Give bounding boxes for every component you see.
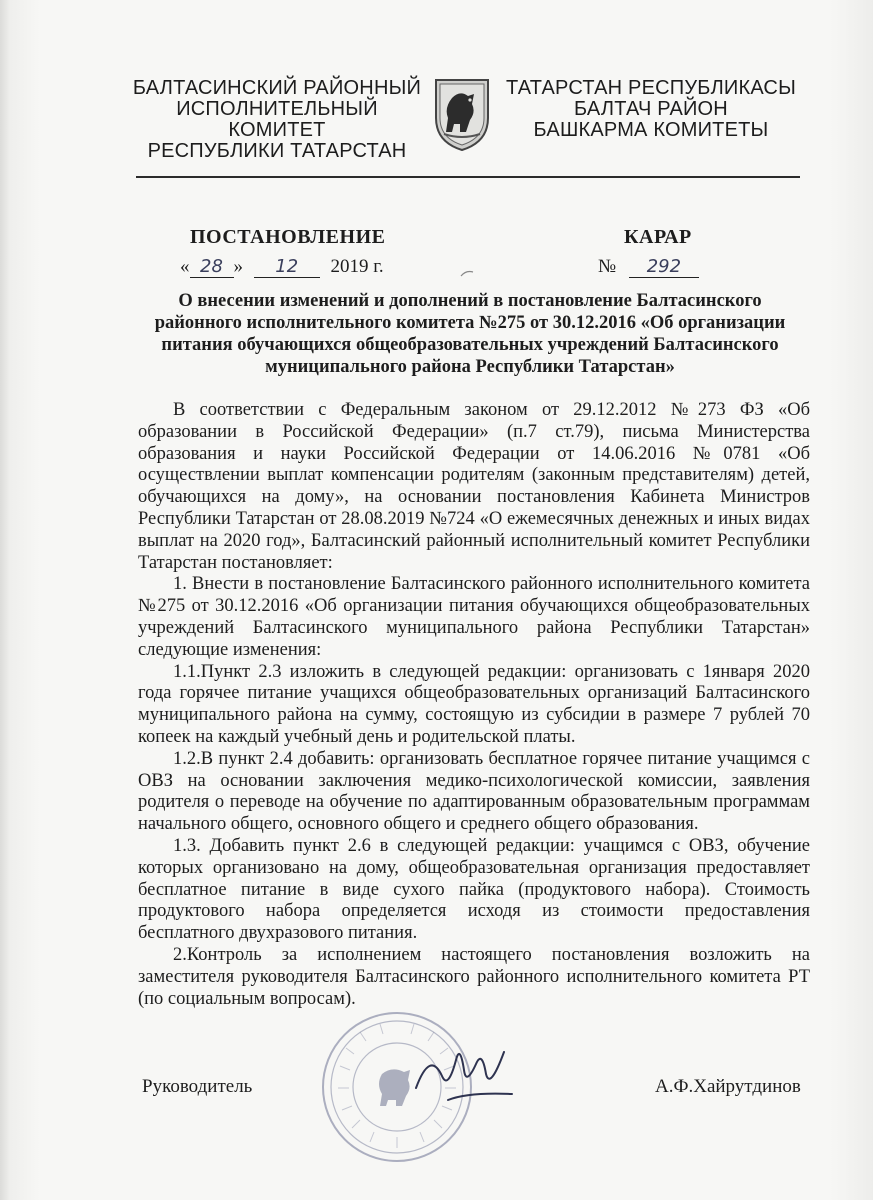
header-right-block bbox=[506, 78, 796, 141]
document-title bbox=[130, 290, 810, 378]
title-line-3: питания обучающихся общеобразовательных учреждений Балтасинского bbox=[161, 335, 779, 355]
signature-role: Руководитель bbox=[142, 1076, 253, 1097]
header-left-line-1: БАЛТАСИНСКИЙ РАЙОННЫЙ bbox=[132, 77, 422, 99]
signature-name: А.Ф.Хайрутдинов bbox=[655, 1076, 801, 1097]
header-left-line-2: ИСПОЛНИТЕЛЬНЫЙ КОМИТЕТ bbox=[176, 98, 378, 141]
paragraph-item-1-1: 1.1.Пункт 2.3 изложить в следующей редакции: организовать с 1января 2020 года горячее питание учащихся общеобразовательных организаций Балтасинского муниципального района на сумму, состоящую из субсидии в размере 7 рублей 70 копеек на каждый учебный день и родительской платы. bbox=[138, 661, 810, 747]
handwritten-signature-icon bbox=[408, 1030, 518, 1110]
paragraph-item-1-3: 1.3. Добавить пункт 2.6 в следующей редакции: учащимся с ОВЗ, обучение которых организовано на дому, общеобразовательная организация предоставляет бесплатное питание в виде сухого пайка (продуктового набора). Стоимость продуктового набора определяется исходя из стоимости предоставления бесплатного двухразового питания. bbox=[138, 835, 810, 944]
paragraph-item-1: 1. Внести в постановление Балтасинского районного исполнительного комитета №275 от 30.12.2016 «Об организации питания обучающихся общеобразовательных учреждений Балтасинского муниципального района Республики Татарстан» следующие изменения: bbox=[138, 574, 810, 660]
date-day: 28 bbox=[190, 256, 234, 278]
document-date bbox=[180, 256, 384, 278]
date-open-quote: « bbox=[180, 256, 190, 277]
title-line-2: районного исполнительного комитета №275 от 30.12.2016 «Об организации bbox=[154, 313, 786, 333]
date-close-quote: » bbox=[233, 256, 243, 277]
paragraph-preamble: В соответствии с Федеральным законом от 29.12.2012 №273 ФЗ «Об образовании в Российской Федерации» (п.7 ст.79), письма Министерства образования и науки Российской Федерации от 14.06.2016 №0781 «Об осуществлении выплат компенсации родителям (законным представителям) детей, обучающихся на дому», на основании постановления Кабинета Министров Республики Татарстан от 28.08.2019 №724 «О ежемесячных денежных и иных видах выплат на 2020 год», Балтасинский районный исполнительный комитет Республики Татарстан постановляет: bbox=[138, 400, 810, 573]
paragraph-item-2: 2.Контроль за исполнением настоящего постановления возложить на заместителя руководителя Балтасинского районного исполнительного комитета РТ (по социальным вопросам). bbox=[138, 944, 810, 1009]
date-year: 2019 г. bbox=[330, 256, 384, 277]
header-right-line-2: БАЛТАЧ РАЙОН bbox=[574, 98, 728, 120]
document-body bbox=[138, 400, 810, 1010]
header-divider bbox=[136, 176, 800, 178]
number-label: № bbox=[598, 256, 617, 277]
date-month: 12 bbox=[254, 256, 320, 278]
coat-of-arms-icon bbox=[430, 74, 494, 154]
title-line-4: муниципального района Республики Татарстан» bbox=[265, 357, 675, 377]
document-type-ru: ПОСТАНОВЛЕНИЕ bbox=[190, 226, 386, 248]
header-left-line-3: РЕСПУБЛИКИ ТАТАРСТАН bbox=[147, 140, 407, 162]
scan-mark-icon bbox=[460, 268, 474, 278]
page-edge-shadow bbox=[0, 0, 10, 1200]
number-value: 292 bbox=[629, 256, 699, 278]
document-number bbox=[598, 256, 699, 278]
header-left-block bbox=[128, 78, 426, 162]
header-right-line-1: ТАТАРСТАН РЕСПУБЛИКАСЫ bbox=[506, 77, 796, 99]
document-type-tt: КАРАР bbox=[624, 226, 692, 248]
header-right-line-3: БАШКАРМА КОМИТЕТЫ bbox=[533, 119, 769, 141]
title-line-1: О внесении изменений и дополнений в постановление Балтасинского bbox=[178, 291, 762, 311]
paragraph-item-1-2: 1.2.В пункт 2.4 добавить: организовать бесплатное горячее питание учащимся с ОВЗ на основании заключения медико-психологической комиссии, заявления родителя о переводе на обучение по адаптированным образовательным программам начального общего, основного общего и среднего общего образования. bbox=[138, 748, 810, 835]
